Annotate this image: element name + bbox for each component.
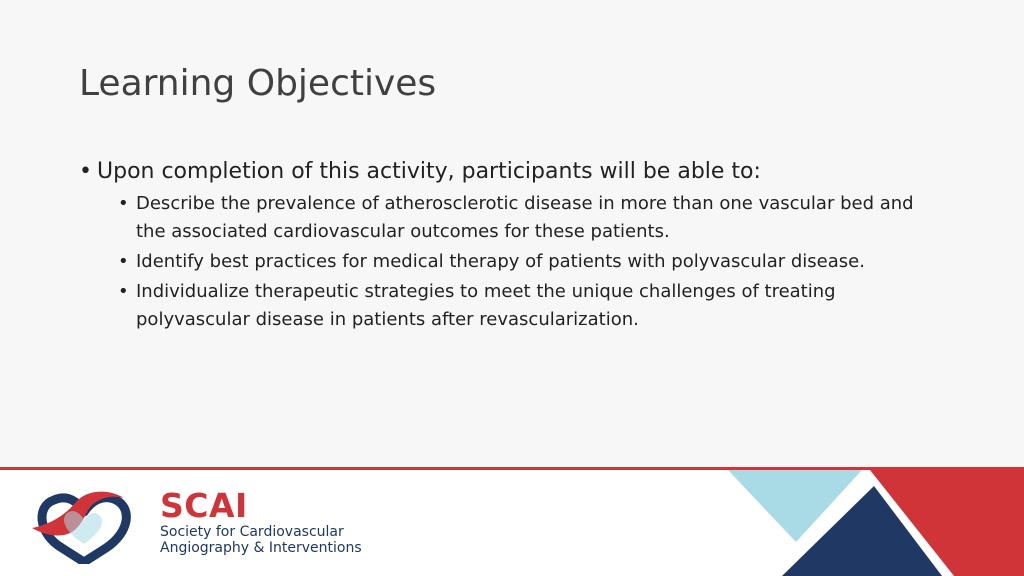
- logo-acronym: SCAI: [160, 486, 248, 525]
- sub-bullet-container: [79, 190, 979, 334]
- slide-title: Learning Objectives: [79, 63, 437, 104]
- main-bullet: [79, 156, 979, 188]
- logo-text: [160, 488, 362, 556]
- logo-line-1: Society for Cardiovascular: [160, 524, 344, 540]
- logo-line-2: Angiography & Interventions: [160, 540, 362, 556]
- sub-bullet-item: • Identify best practices for medical therapy of patients with polyvascular disease.: [118, 248, 916, 276]
- sub-bullet-item: • Describe the prevalence of atherosclerotic disease in more than one vascular bed and the associated cardiovascular outcomes for these patients.: [118, 190, 916, 246]
- sub-bullet-list: [79, 190, 979, 334]
- main-bullet-text: Upon completion of this activity, participants will be able to:: [97, 159, 761, 184]
- sub-bullet-item: • Individualize therapeutic strategies to meet the unique challenges of treating polyvascular disease in patients after revascularization.: [118, 278, 916, 334]
- objectives-list: [79, 156, 979, 334]
- corner-decoration: [720, 470, 1024, 576]
- heart-logo-icon: [32, 484, 152, 564]
